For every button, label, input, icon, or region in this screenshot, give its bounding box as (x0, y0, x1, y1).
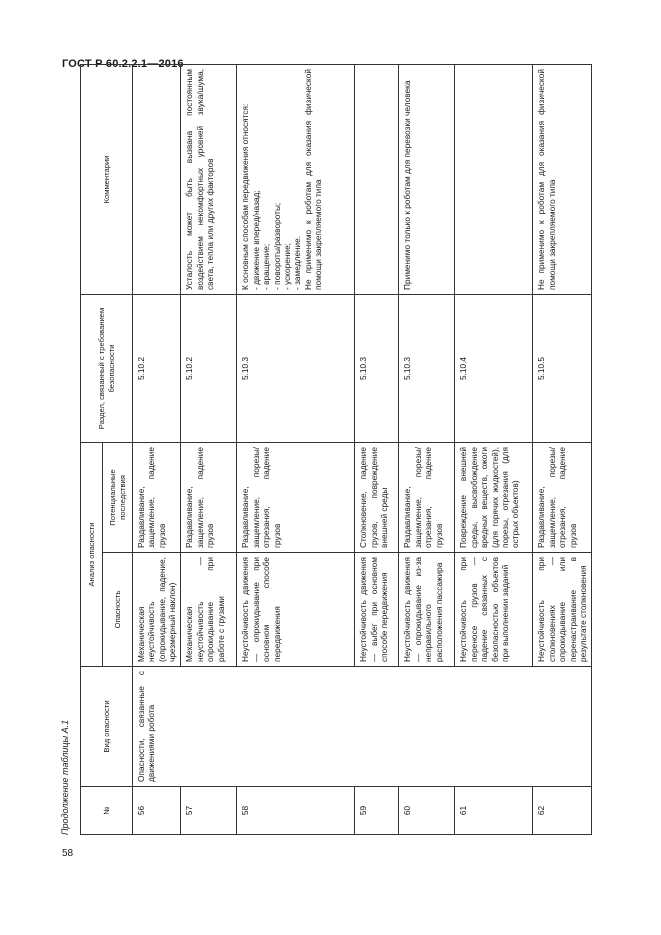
hazard-cell: Неустойчивость движения — выбег при основном способе передвижения (355, 553, 399, 667)
hazard-cell: Механическая неустойчивость (опрокидывание, падение, чрезмерный наклон) (133, 553, 181, 667)
section-cell: 5.10.3 (355, 294, 399, 442)
col-header-hazard: Опасность (103, 553, 133, 667)
comment-cell (355, 64, 399, 294)
row-num: 58 (237, 787, 355, 835)
hazard-type-cell: Опасности, связанные с движениями робота (133, 667, 592, 787)
hazard-cell: Неустойчивость при переносе грузов — падение связанных с безопасностью объектов при выполнении заданий (455, 553, 533, 667)
table-row (133, 64, 181, 834)
col-header-consequence: Потенциальные последствия (103, 442, 133, 552)
table-header-row (81, 64, 103, 834)
section-cell: 5.10.3 (399, 294, 455, 442)
section-cell: 5.10.2 (133, 294, 181, 442)
consequence-cell: Раздавливание, защемление, падение грузов (181, 442, 237, 552)
consequence-cell: Столкновение, падение грузов, повреждение внешней среды (355, 442, 399, 552)
consequence-cell: Раздавливание, защемление, порезы/отрезания, падение грузов (399, 442, 455, 552)
col-header-comments: Комментарии (81, 64, 133, 294)
comment-cell (455, 64, 533, 294)
row-num: 60 (399, 787, 455, 835)
row-num: 57 (181, 787, 237, 835)
hazard-cell: Неустойчивость движения — опрокидывание при основном способе передвижения (237, 553, 355, 667)
comment-cell: Применимо только к роботам для перевозки человека (399, 64, 455, 294)
section-cell: 5.10.4 (455, 294, 533, 442)
hazard-table (80, 64, 592, 835)
row-num: 59 (355, 787, 399, 835)
comment-cell: К основным способам передвижения относятся: - движение вперед/назад; - вращение; - повороты/развороты; - ускорение; - замедление. Не применимо к роботам для оказания физической помощи закрепляемого типа (237, 64, 355, 294)
col-header-num: № (81, 787, 133, 835)
hazard-cell: Механическая неустойчивость — опрокидывание при работе с грузами (181, 553, 237, 667)
consequence-cell: Раздавливание, защемление, падение грузов (133, 442, 181, 552)
hazard-cell: Неустойчивость при столкновениях — опрокидывание или перенастраивание в результате столкновения (533, 553, 592, 667)
consequence-cell: Раздавливание, защемление, порезы/отрезания, падение грузов (237, 442, 355, 552)
row-num: 62 (533, 787, 592, 835)
section-cell: 5.10.2 (181, 294, 237, 442)
page-number: 58 (62, 848, 74, 859)
col-header-analysis: Анализ опасности (81, 442, 103, 666)
row-num: 61 (455, 787, 533, 835)
col-header-section: Раздел, связанный с требованием безопасности (81, 294, 133, 442)
table-continuation-caption: Продолжение таблицы А.1 (60, 719, 70, 835)
document-header: ГОСТ Р 60.2.2.1—2016 (62, 58, 184, 70)
section-cell: 5.10.5 (533, 294, 592, 442)
col-header-type: Вид опасности (81, 667, 133, 787)
consequence-cell: Повреждение внешней среды, высвобождение вредных веществ, ожоги (для горячих жидкостей), порезы, отрезания (для острых объектов) (455, 442, 533, 552)
row-num: 56 (133, 787, 181, 835)
consequence-cell: Раздавливание, защемление, порезы/отрезания, падение грузов (533, 442, 592, 552)
comment-cell (133, 64, 181, 294)
comment-cell: Не применимо к роботам для оказания физической помощи закрепляемого типа (533, 64, 592, 294)
hazard-cell: Неустойчивость движения — опрокидывание из-за неправильного расположения пассажира (399, 553, 455, 667)
comment-cell: Усталость может быть вызвана постоянным воздействием некомфортных уровней звука/шума, света, тепла или других факторов (181, 64, 237, 294)
section-cell: 5.10.3 (237, 294, 355, 442)
rotated-table-area (60, 65, 600, 835)
